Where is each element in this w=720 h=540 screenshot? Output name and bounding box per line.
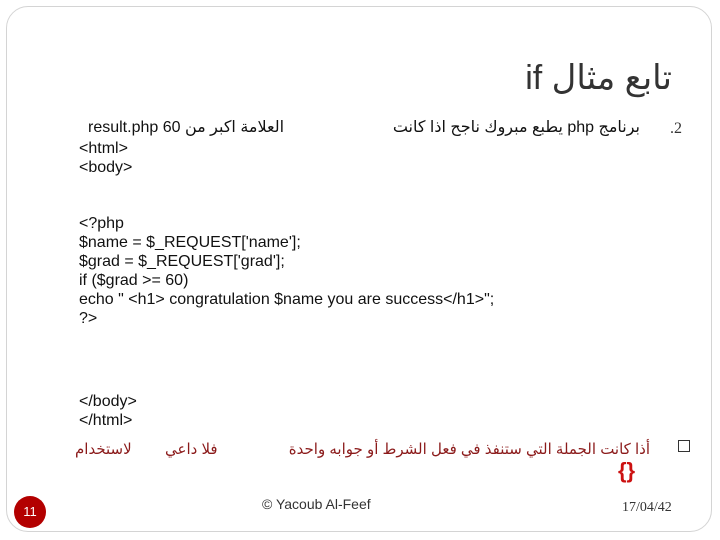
braces-symbol: {} <box>618 458 636 483</box>
bullet-icon <box>678 440 690 452</box>
code-php-block: <?php $name = $_REQUEST['name']; $grad = $_REQUEST['grad']; if ($grad >= 60) echo " <h1> congratulation $name you are success</h1>"; ?> <box>79 215 495 327</box>
note-no-need: فلا داعي <box>165 441 218 458</box>
slide-number: 11 <box>14 496 46 528</box>
step-number: .2 <box>670 120 682 137</box>
code-html-close: </body> </html> <box>79 393 137 429</box>
code-html-open: <html> <body> <box>79 140 133 176</box>
footer-date: 17/04/42 <box>622 500 672 515</box>
footer-author: © Yacoub Al-Feef <box>262 496 371 512</box>
note-to-use: لاستخدام <box>75 441 132 458</box>
note-condition: أذا كانت الجملة التي ستنفذ في فعل الشرط أو جوابه واحدة <box>288 441 650 458</box>
task-description-file: result.php العلامة اكبر من 60 <box>88 119 285 136</box>
slide-title: تابع مثال if <box>525 59 672 97</box>
task-description: برنامج php يطبع مبروك ناجح اذا كانت <box>392 119 640 136</box>
